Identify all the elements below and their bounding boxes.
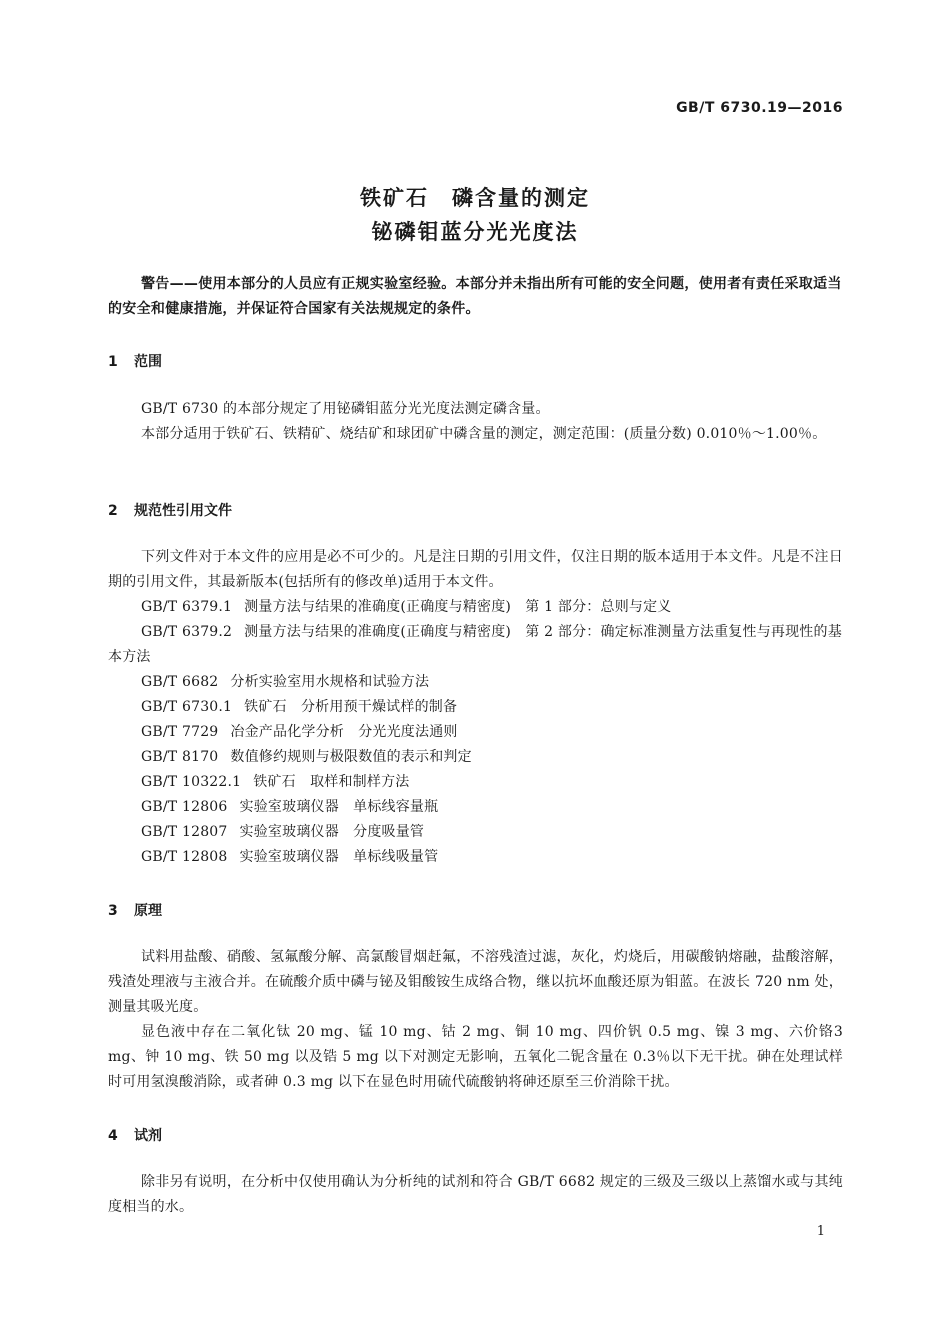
reference-code: GB/T 6682 bbox=[141, 674, 219, 690]
references-intro: 下列文件对于本文件的应用是必不可少的。凡是注日期的引用文件，仅注日期的版本适用于本文件。凡是不注日期的引用文件，其最新版本(包括所有的修改单)适用于本文件。 bbox=[108, 549, 843, 590]
section-title: 规范性引用文件 bbox=[134, 503, 232, 519]
section-number: 2 bbox=[108, 503, 118, 519]
section-number: 4 bbox=[108, 1128, 118, 1144]
reference-item bbox=[108, 845, 843, 870]
section-4-heading bbox=[108, 1125, 162, 1145]
reference-code: GB/T 8170 bbox=[141, 749, 219, 765]
reference-code: GB/T 12807 bbox=[141, 824, 228, 840]
reference-title: 测量方法与结果的准确度(正确度与精密度) 第 1 部分：总则与定义 bbox=[244, 599, 672, 615]
principle-paragraph-1: 试料用盐酸、硝酸、氢氟酸分解、高氯酸冒烟赶氟，不溶残渣过滤，灰化，灼烧后，用碳酸钠熔融，盐酸溶解，残渣处理液与主液合并。在硫酸介质中磷与铋及钼酸铵生成络合物，继以抗坏血酸还原为钼蓝。在波长 720 nm 处，测量其吸光度。 bbox=[108, 949, 843, 1015]
reference-item bbox=[108, 695, 843, 720]
reference-item bbox=[108, 795, 843, 820]
reference-code: GB/T 7729 bbox=[141, 724, 219, 740]
reference-title: 测量方法与结果的准确度(正确度与精密度) 第 2 部分：确定标准测量方法重复性与再现性的基本方法 bbox=[108, 624, 842, 665]
reference-title: 冶金产品化学分析 分光光度法通则 bbox=[230, 724, 458, 740]
section-3-heading bbox=[108, 900, 162, 920]
document-title: 铁矿石 磷含量的测定 bbox=[360, 186, 590, 210]
reference-code: GB/T 6379.1 bbox=[141, 599, 233, 615]
reference-code: GB/T 6730.1 bbox=[141, 699, 233, 715]
section-1-heading bbox=[108, 351, 162, 371]
principle-paragraph-2: 显色液中存在二氧化钛 20 mg、锰 10 mg、钴 2 mg、铜 10 mg、四价钒 0.5 mg、镍 3 mg、六价铬3 mg、钟 10 mg、铁 50 mg 以及锆 5 mg 以下对测定无影响，五氧化二铌含量在 0.3％以下无干扰。砷在处理试样时可用氢溴酸消除，或者砷 0.3 mg 以下在显色时用硫代硫酸钠将砷还原至三价消除干扰。 bbox=[108, 1024, 843, 1090]
reference-item bbox=[108, 720, 843, 745]
reference-title: 实验室玻璃仪器 单标线吸量管 bbox=[239, 849, 439, 865]
scope-paragraph-1: GB/T 6730 的本部分规定了用铋磷钼蓝分光光度法测定磷含量。 bbox=[141, 401, 550, 417]
section-number: 3 bbox=[108, 903, 118, 919]
section-title: 范围 bbox=[134, 354, 162, 370]
reference-item bbox=[108, 745, 843, 770]
reagents-paragraph: 除非另有说明，在分析中仅使用确认为分析纯的试剂和符合 GB/T 6682 规定的三级及三级以上蒸馏水或与其纯度相当的水。 bbox=[108, 1174, 843, 1215]
reference-item bbox=[108, 670, 843, 695]
reference-title: 铁矿石 取样和制样方法 bbox=[253, 774, 410, 790]
reference-code: GB/T 12806 bbox=[141, 799, 228, 815]
reference-code: GB/T 10322.1 bbox=[141, 774, 242, 790]
standard-number: GB/T 6730.19—2016 bbox=[676, 100, 843, 116]
reference-item bbox=[108, 770, 843, 795]
reference-title: 实验室玻璃仪器 分度吸量管 bbox=[239, 824, 425, 840]
section-2-heading bbox=[108, 500, 232, 520]
reference-code: GB/T 6379.2 bbox=[141, 624, 233, 640]
reference-title: 实验室玻璃仪器 单标线容量瓶 bbox=[239, 799, 439, 815]
section-title: 原理 bbox=[134, 903, 162, 919]
reference-title: 分析实验室用水规格和试验方法 bbox=[230, 674, 430, 690]
scope-paragraph-2: 本部分适用于铁矿石、铁精矿、烧结矿和球团矿中磷含量的测定，测定范围：(质量分数) 0.010％～1.00％。 bbox=[141, 426, 827, 442]
reference-item bbox=[108, 820, 843, 845]
reference-item bbox=[108, 620, 843, 670]
document-subtitle: 铋磷钼蓝分光光度法 bbox=[371, 220, 579, 244]
warning-paragraph: 警告——使用本部分的人员应有正规实验室经验。本部分并未指出所有可能的安全问题，使用者有责任采取适当的安全和健康措施，并保证符合国家有关法规规定的条件。 bbox=[108, 276, 842, 317]
reference-item bbox=[108, 595, 843, 620]
page-number: 1 bbox=[816, 1224, 825, 1239]
section-number: 1 bbox=[108, 354, 118, 370]
reference-title: 数值修约规则与极限数值的表示和判定 bbox=[230, 749, 472, 765]
section-title: 试剂 bbox=[134, 1128, 162, 1144]
reference-code: GB/T 12808 bbox=[141, 849, 228, 865]
reference-title: 铁矿石 分析用预干燥试样的制备 bbox=[244, 699, 458, 715]
